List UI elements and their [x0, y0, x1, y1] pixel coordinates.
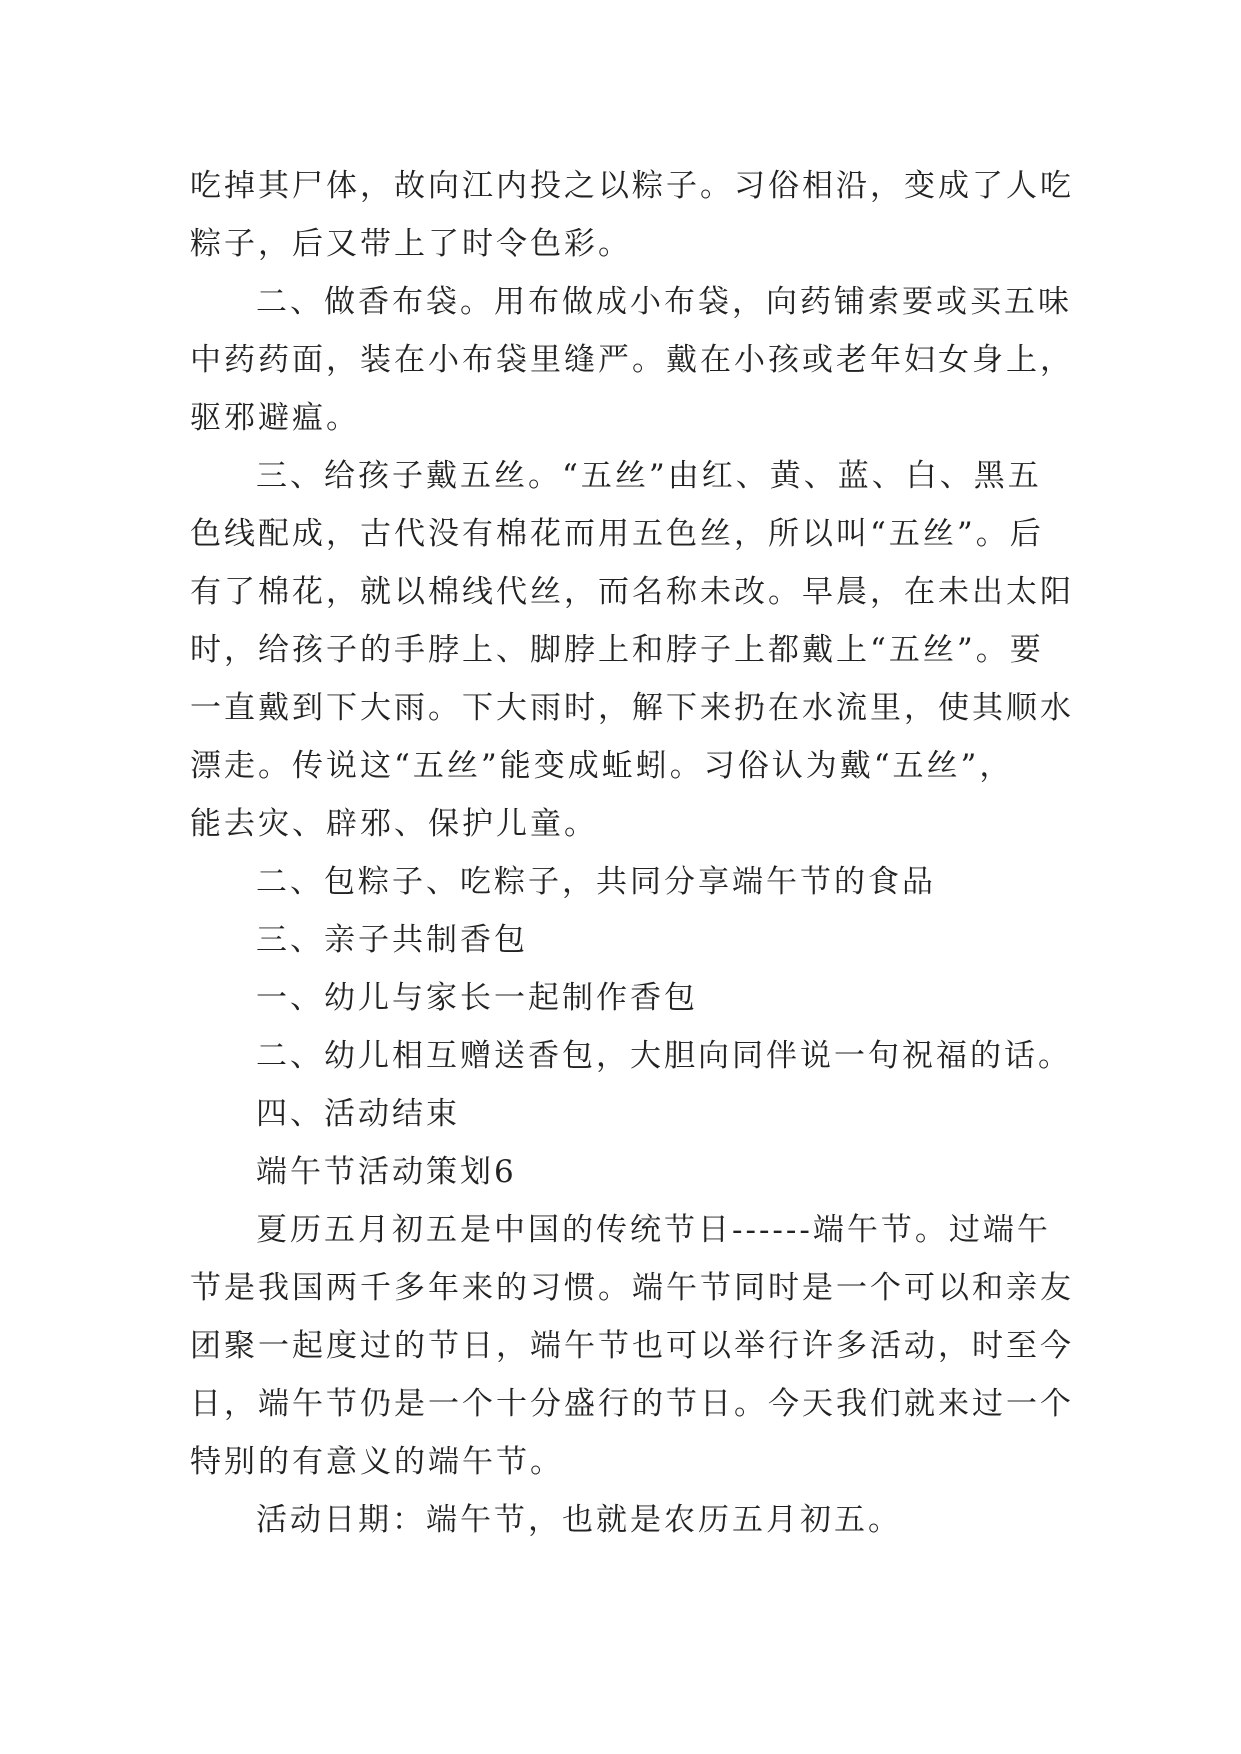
text-line: 吃掉其尸体，故向江内投之以粽子。习俗相沿，变成了人吃 [190, 168, 1074, 204]
text-line: 团聚一起度过的节日，端午节也可以举行许多活动，时至今 [190, 1328, 1074, 1364]
text-line: 端午节活动策划6 [256, 1154, 517, 1190]
text-line: 粽子，后又带上了时令色彩。 [190, 226, 632, 262]
paragraph-2 [190, 273, 1074, 447]
text-line: 一直戴到下大雨。下大雨时，解下来扔在水流里，使其顺水 [190, 690, 1074, 726]
text-line: 三、给孩子戴五丝。“五丝”由红、黄、蓝、白、黑五 [256, 458, 1042, 494]
text-line: 有了棉花，就以棉线代丝，而名称未改。早晨，在未出太阳 [190, 574, 1074, 610]
text-line: 驱邪避瘟。 [190, 400, 360, 436]
text-line: 夏历五月初五是中国的传统节日------端午节。过端午 [256, 1212, 1051, 1248]
text-line: 能去灾、辟邪、保护儿童。 [190, 806, 598, 842]
text-line: 二、幼儿相互赠送香包，大胆向同伴说一句祝福的话。 [256, 1038, 1072, 1074]
text-line: 节是我国两千多年来的习惯。端午节同时是一个可以和亲友 [190, 1270, 1074, 1306]
text-line: 时，给孩子的手脖上、脚脖上和脖子上都戴上“五丝”。要 [190, 632, 1044, 668]
text-line: 二、包粽子、吃粽子，共同分享端午节的食品 [256, 864, 936, 900]
paragraph-4 [190, 853, 1070, 911]
paragraph-6 [190, 969, 1070, 1027]
section-heading [190, 1143, 1070, 1201]
text-line: 一、幼儿与家长一起制作香包 [256, 980, 698, 1016]
text-line: 特别的有意义的端午节。 [190, 1444, 564, 1480]
text-line: 中药药面，装在小布袋里缝严。戴在小孩或老年妇女身上， [190, 342, 1074, 378]
paragraph-8 [190, 1085, 1070, 1143]
text-line: 日，端午节仍是一个十分盛行的节日。今天我们就来过一个 [190, 1386, 1074, 1422]
paragraph-3 [190, 447, 1074, 853]
text-line: 二、做香布袋。用布做成小布袋，向药铺索要或买五味 [256, 284, 1072, 320]
document-body [190, 157, 1074, 1549]
paragraph-5 [190, 911, 1070, 969]
text-line: 三、亲子共制香包 [256, 922, 528, 958]
text-line: 色线配成，古代没有棉花而用五色丝，所以叫“五丝”。后 [190, 516, 1044, 552]
paragraph-11 [190, 1491, 1070, 1549]
paragraph-1 [190, 157, 1074, 273]
text-line: 活动日期：端午节，也就是农历五月初五。 [256, 1502, 902, 1538]
paragraph-10 [190, 1201, 1074, 1491]
paragraph-7 [190, 1027, 1070, 1085]
text-line: 漂走。传说这“五丝”能变成蚯蚓。习俗认为戴“五丝”， [190, 748, 1014, 784]
text-line: 四、活动结束 [256, 1096, 460, 1132]
